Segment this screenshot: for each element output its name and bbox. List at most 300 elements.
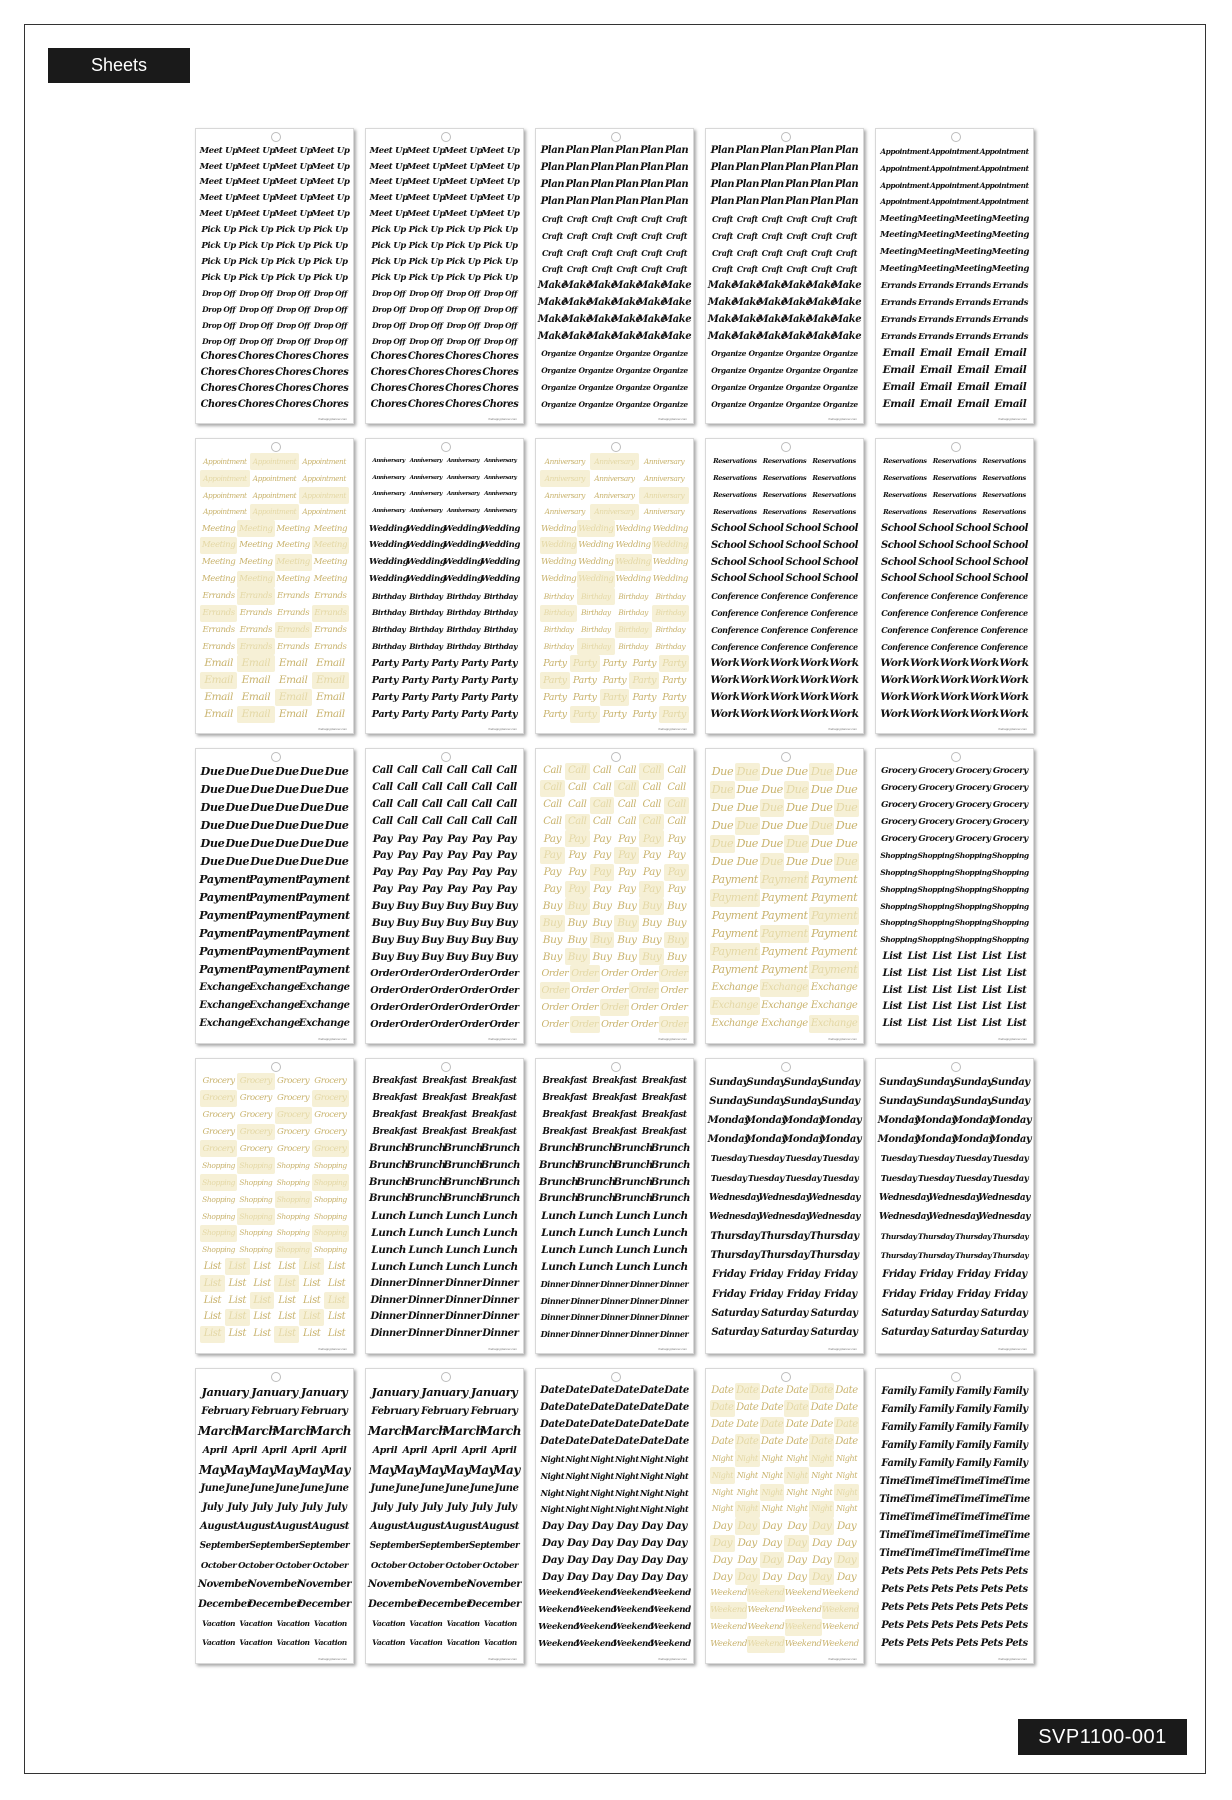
sticker-sheet [195, 1058, 354, 1354]
word-sticker: Date [664, 1385, 689, 1397]
word-sticker: Time [1003, 1530, 1030, 1541]
word-sticker: List [1006, 950, 1027, 962]
word-sticker: Family [993, 1440, 1028, 1451]
word-sticker: Email [994, 347, 1027, 360]
word-sticker: Night [590, 1470, 614, 1481]
word-sticker: Reservations [812, 457, 856, 466]
word-sticker: Plan [590, 179, 614, 191]
word-sticker: Shopping [313, 1211, 347, 1221]
word-sticker: Reservations [713, 490, 757, 499]
word-sticker: Night [761, 1470, 783, 1480]
word-sticker: Make [757, 280, 787, 292]
word-sticker: Brunch [650, 1142, 690, 1154]
word-sticker: Chores [445, 383, 482, 395]
word-sticker: Sunday [746, 1076, 786, 1088]
word-sticker: Buy [495, 900, 518, 913]
word-sticker: Anniversary [372, 491, 405, 498]
word-sticker: December [417, 1598, 472, 1610]
word-sticker: Meet Up [444, 209, 483, 220]
word-sticker: Errands [202, 624, 235, 635]
word-sticker: Conference [810, 625, 858, 636]
word-sticker: Call [617, 816, 637, 827]
word-sticker: Night [710, 1467, 735, 1484]
word-sticker: Reservations [762, 490, 807, 499]
word-sticker: Craft [736, 213, 758, 224]
word-sticker: Anniversary [446, 508, 480, 515]
word-sticker: Birthday [655, 642, 686, 652]
word-sticker: Dinner [407, 1277, 444, 1289]
word-sticker: Day [784, 1535, 809, 1552]
word-sticker: Conference [810, 591, 858, 602]
word-sticker: Due [324, 818, 349, 833]
word-sticker: Tuesday [955, 1173, 992, 1184]
word-sticker: Pick Up [313, 256, 348, 267]
sticker-sheets-grid [195, 128, 1034, 1664]
sticker-sheet [705, 1058, 864, 1354]
word-sticker: Meet Up [369, 161, 408, 172]
word-sticker: Wedding [369, 523, 409, 534]
word-sticker: Party [572, 691, 597, 703]
word-sticker: Party [632, 657, 657, 669]
word-sticker: Order [601, 967, 628, 979]
sheet-credit: thehappyplanner.com [488, 727, 517, 731]
word-sticker: Meet Up [311, 193, 350, 204]
word-sticker: Buy [421, 950, 443, 963]
word-sticker: Errands [239, 624, 272, 635]
word-sticker: Time [978, 1530, 1006, 1541]
word-sticker: Due [324, 800, 349, 815]
word-sticker: Pay [472, 832, 492, 845]
word-sticker: Payment [199, 872, 251, 887]
word-sticker: Organize [653, 399, 688, 409]
word-sticker: Drop Off [409, 336, 443, 346]
word-sticker: Anniversary [409, 457, 443, 464]
word-sticker: Email [994, 381, 1027, 394]
word-sticker: Day [591, 1570, 613, 1583]
word-sticker: Party [371, 691, 399, 703]
word-sticker: Friday [786, 1288, 820, 1300]
word-sticker: List [932, 1018, 952, 1030]
word-sticker: Drop Off [409, 320, 443, 330]
word-sticker: Due [761, 765, 783, 779]
word-sticker: September [199, 1541, 250, 1552]
word-sticker: Make [537, 280, 568, 292]
word-sticker: Birthday [483, 642, 518, 652]
word-sticker: Vacation [409, 1619, 443, 1629]
word-sticker: Reservations [812, 507, 856, 516]
word-sticker: Order [600, 999, 630, 1016]
word-sticker: Due [225, 782, 250, 797]
word-sticker: April [491, 1444, 517, 1456]
word-sticker: List [303, 1328, 321, 1340]
word-sticker: Party [662, 674, 686, 686]
word-sticker: Chores [407, 351, 444, 363]
word-sticker: Pets [1005, 1620, 1028, 1631]
word-sticker: Errands [955, 297, 991, 308]
word-sticker: Wedding [541, 557, 577, 568]
word-sticker: Tuesday [992, 1154, 1029, 1165]
word-sticker: Date [564, 1402, 590, 1414]
word-sticker: Plan [615, 179, 639, 191]
word-sticker: Party [543, 691, 567, 703]
word-sticker: Tuesday [785, 1173, 822, 1184]
word-sticker: Monday [744, 1115, 787, 1127]
word-sticker: Grocery [955, 799, 991, 810]
word-sticker: Due [299, 764, 324, 779]
word-sticker: Make [612, 330, 642, 342]
word-sticker: Party [490, 691, 518, 703]
word-sticker: Time [978, 1548, 1006, 1559]
sheet-credit: thehappyplanner.com [828, 1037, 857, 1041]
word-sticker: Day [712, 1553, 733, 1566]
word-sticker: Party [431, 691, 458, 703]
word-sticker: Wedding [578, 540, 614, 551]
word-sticker: Shopping [276, 1211, 310, 1221]
word-sticker: Weekend [650, 1588, 691, 1599]
word-sticker: Reservations [982, 457, 1026, 466]
word-sticker: Grocery [202, 1109, 235, 1120]
word-sticker: Make [661, 314, 692, 326]
word-sticker: Tuesday [785, 1154, 822, 1165]
word-sticker: Meet Up [311, 177, 350, 188]
word-sticker: Pay [397, 866, 417, 879]
word-sticker: Night [639, 1487, 664, 1498]
word-sticker: Make [831, 314, 862, 326]
word-sticker: Organize [541, 365, 576, 375]
word-sticker: Date [809, 1383, 834, 1400]
word-sticker: Meeting [276, 540, 310, 551]
sticker-list [877, 1073, 1032, 1343]
word-sticker: Make [537, 330, 568, 342]
word-sticker: Pets [1005, 1584, 1028, 1595]
word-sticker: Sunday [879, 1076, 918, 1088]
word-sticker: Meet Up [199, 209, 238, 220]
word-sticker: Plan [664, 196, 689, 207]
word-sticker: Grocery [955, 816, 991, 827]
word-sticker: Plan [760, 145, 784, 157]
word-sticker: Order [601, 1018, 628, 1030]
word-sticker: Brunch [480, 1193, 520, 1205]
hang-hole [781, 132, 791, 142]
word-sticker: Email [316, 657, 345, 670]
word-sticker: Brunch [406, 1193, 446, 1205]
word-sticker: Call [565, 814, 590, 831]
hang-hole [271, 1372, 281, 1382]
word-sticker: Organize [748, 399, 784, 409]
word-sticker: Craft [541, 247, 563, 258]
word-sticker: Work [939, 708, 970, 721]
word-sticker: Payment [298, 962, 350, 977]
word-sticker: List [907, 984, 927, 996]
word-sticker: Due [735, 817, 760, 835]
word-sticker: Weekend [821, 1588, 859, 1599]
word-sticker: Breakfast [471, 1126, 517, 1137]
word-sticker: Brunch [406, 1142, 446, 1154]
word-sticker: Work [829, 691, 859, 704]
word-sticker: Dinner [407, 1328, 444, 1340]
word-sticker: August [200, 1521, 238, 1533]
word-sticker: Order [630, 1018, 658, 1030]
word-sticker: List [299, 1258, 324, 1275]
word-sticker: Call [617, 799, 637, 811]
word-sticker: Weekend [575, 1639, 617, 1650]
word-sticker: Meet Up [311, 145, 350, 156]
word-sticker: Sunday [916, 1076, 956, 1088]
word-sticker: Time [903, 1512, 931, 1523]
word-sticker: Party [540, 672, 570, 689]
word-sticker: Email [957, 381, 990, 394]
word-sticker: List [303, 1277, 321, 1289]
word-sticker: Buy [642, 916, 662, 929]
word-sticker: Grocery [992, 766, 1028, 777]
word-sticker: Date [564, 1419, 590, 1431]
word-sticker: School [822, 522, 859, 534]
word-sticker: Work [910, 708, 940, 721]
word-sticker: Meeting [880, 230, 918, 241]
sheet-credit: thehappyplanner.com [318, 417, 347, 421]
sticker-sheet [195, 1368, 354, 1664]
word-sticker: Pick Up [201, 272, 236, 283]
word-sticker: Order [571, 1001, 599, 1013]
word-sticker: Weekend [785, 1619, 822, 1636]
word-sticker: Meet Up [444, 193, 483, 204]
word-sticker: Plan [540, 196, 565, 207]
word-sticker: Payment [811, 927, 858, 941]
word-sticker: Anniversary [544, 456, 585, 466]
word-sticker: Brunch [480, 1159, 520, 1171]
word-sticker: Craft [761, 247, 783, 258]
word-sticker: Organize [615, 382, 651, 392]
word-sticker: Date [710, 1400, 735, 1417]
word-sticker: Dinner [370, 1328, 407, 1340]
word-sticker: Exchange [711, 1018, 759, 1029]
word-sticker: Due [784, 835, 809, 853]
word-sticker: Dinner [407, 1311, 444, 1323]
word-sticker: July [372, 1502, 393, 1514]
word-sticker: School [748, 573, 784, 585]
word-sticker: Pets [881, 1566, 904, 1577]
word-sticker: Call [592, 816, 612, 827]
hang-hole [951, 132, 961, 142]
sheet-credit: thehappyplanner.com [658, 1657, 687, 1661]
word-sticker: Wednesday [808, 1192, 860, 1203]
word-sticker: Time [928, 1512, 956, 1523]
sticker-sheet [875, 438, 1034, 734]
word-sticker: Anniversary [372, 508, 405, 515]
word-sticker: Night [639, 1453, 664, 1464]
word-sticker: List [203, 1260, 222, 1272]
word-sticker: Call [397, 816, 418, 827]
word-sticker: June [225, 1482, 250, 1494]
word-sticker: Pets [906, 1602, 929, 1613]
word-sticker: Email [957, 347, 990, 360]
word-sticker: Thursday [880, 1251, 917, 1261]
word-sticker: Buy [639, 898, 664, 915]
word-sticker: List [932, 1001, 952, 1013]
word-sticker: Brunch [650, 1193, 690, 1205]
word-sticker: Drop Off [372, 320, 406, 330]
word-sticker: Dinner [540, 1312, 570, 1323]
word-sticker: Party [543, 708, 567, 720]
word-sticker: Drop Off [483, 336, 517, 346]
word-sticker: Organize [711, 399, 746, 409]
word-sticker: Exchange [710, 997, 760, 1015]
word-sticker: Grocery [992, 833, 1028, 844]
word-sticker: Shopping [880, 901, 917, 911]
word-sticker: Reservations [762, 507, 807, 516]
word-sticker: Make [732, 314, 762, 326]
word-sticker: Wedding [577, 571, 614, 588]
word-sticker: Buy [471, 950, 493, 963]
word-sticker: Due [810, 837, 833, 851]
word-sticker: Tuesday [747, 1173, 784, 1184]
word-sticker: Drop Off [239, 320, 273, 330]
word-sticker: Shopping [917, 884, 955, 894]
word-sticker: Pets [955, 1638, 979, 1649]
word-sticker: Pay [422, 866, 442, 879]
word-sticker: Due [299, 800, 324, 815]
word-sticker: School [918, 539, 954, 551]
word-sticker: Vacation [446, 1638, 480, 1648]
word-sticker: Email [204, 657, 233, 670]
word-sticker: Exchange [298, 982, 350, 993]
word-sticker: March [235, 1424, 277, 1439]
word-sticker: Wedding [406, 574, 446, 585]
word-sticker: Sunday [821, 1076, 860, 1088]
word-sticker: Date [711, 1436, 734, 1447]
word-sticker: Pay [372, 832, 393, 845]
word-sticker: Dinner [659, 1295, 689, 1306]
word-sticker: Reservations [883, 507, 927, 516]
word-sticker: Buy [617, 933, 637, 946]
word-sticker: Night [664, 1487, 689, 1498]
word-sticker: Dinner [445, 1294, 482, 1306]
word-sticker: Email [275, 689, 312, 706]
word-sticker: Sunday [783, 1076, 823, 1088]
word-sticker: List [981, 967, 1002, 979]
word-sticker: Chores [275, 367, 312, 379]
word-sticker: Sunday [953, 1095, 993, 1107]
word-sticker: Call [372, 799, 393, 811]
word-sticker: March [272, 1424, 314, 1439]
word-sticker: Night [735, 1450, 760, 1467]
word-sticker: Day [809, 1568, 834, 1585]
word-sticker: Lunch [615, 1226, 651, 1239]
word-sticker: Dinner [370, 1277, 407, 1289]
word-sticker: Craft [541, 264, 563, 275]
word-sticker: Drop Off [202, 336, 236, 346]
word-sticker: Craft [641, 247, 663, 258]
word-sticker: October [312, 1560, 349, 1571]
word-sticker: Grocery [918, 766, 954, 777]
word-sticker: Pick Up [238, 256, 274, 267]
word-sticker: Shopping [917, 918, 955, 928]
word-sticker: Lunch [615, 1260, 651, 1273]
word-sticker: Time [903, 1548, 931, 1559]
sticker-sheet [195, 128, 354, 424]
word-sticker: Due [736, 783, 759, 797]
hang-hole [951, 1062, 961, 1072]
word-sticker: Pick Up [445, 272, 481, 283]
word-sticker: Make [637, 314, 667, 326]
word-sticker: June [444, 1482, 469, 1494]
word-sticker: Birthday [446, 591, 480, 601]
word-sticker: Night [761, 1504, 783, 1514]
word-sticker: Organize [578, 382, 614, 392]
word-sticker: Anniversary [639, 487, 689, 504]
word-sticker: List [932, 950, 952, 962]
word-sticker: Conference [810, 608, 858, 619]
word-sticker: Grocery [881, 816, 917, 827]
word-sticker: School [785, 556, 821, 568]
word-sticker: Call [592, 782, 612, 794]
word-sticker: Meet Up [369, 193, 408, 204]
word-sticker: Day [616, 1536, 638, 1549]
word-sticker: School [992, 522, 1029, 534]
word-sticker: Lunch [371, 1243, 406, 1256]
word-sticker: Meeting [313, 557, 348, 568]
word-sticker: List [981, 1018, 1002, 1030]
word-sticker: Email [882, 398, 915, 411]
word-sticker: Chores [237, 383, 274, 395]
word-sticker: Email [200, 672, 237, 689]
word-sticker: Buy [421, 900, 443, 913]
word-sticker: Craft [641, 264, 663, 275]
word-sticker: Dinner [570, 1295, 599, 1306]
word-sticker: Due [225, 818, 250, 833]
word-sticker: Sunday [746, 1095, 786, 1107]
word-sticker: Grocery [200, 1090, 237, 1107]
word-sticker: Time [953, 1494, 981, 1505]
word-sticker: Craft [616, 247, 638, 258]
word-sticker: July [496, 1502, 517, 1514]
word-sticker: School [955, 556, 991, 568]
word-sticker: Errands [312, 605, 349, 622]
word-sticker: May [369, 1462, 396, 1477]
word-sticker: List [253, 1277, 271, 1289]
sheet-credit: thehappyplanner.com [998, 727, 1027, 731]
word-sticker: Due [275, 818, 299, 833]
word-sticker: Due [835, 837, 858, 851]
word-sticker: Make [661, 280, 692, 292]
word-sticker: Night [836, 1504, 858, 1514]
word-sticker: Work [880, 691, 910, 704]
sheet-credit: thehappyplanner.com [998, 417, 1027, 421]
sticker-list [710, 1383, 859, 1653]
word-sticker: Thursday [992, 1232, 1029, 1241]
word-sticker: Saturday [931, 1307, 978, 1319]
word-sticker: July [397, 1502, 418, 1514]
word-sticker: Conference [980, 608, 1028, 619]
word-sticker: Brunch [613, 1159, 653, 1171]
word-sticker: November [367, 1579, 422, 1591]
word-sticker: Pets [955, 1566, 979, 1577]
word-sticker: Time [879, 1512, 906, 1523]
word-sticker: Order [459, 967, 489, 979]
word-sticker: Pay [447, 832, 467, 845]
word-sticker: Day [566, 1520, 588, 1533]
word-sticker: Friday [749, 1288, 783, 1300]
word-sticker: Meeting [275, 554, 312, 571]
word-sticker: Date [540, 1419, 565, 1431]
word-sticker: Exchange [249, 982, 300, 993]
word-sticker: List [250, 1292, 275, 1309]
word-sticker: Day [762, 1520, 782, 1533]
word-sticker: Pick Up [238, 225, 274, 236]
word-sticker: Date [589, 1436, 615, 1447]
word-sticker: Party [600, 689, 630, 706]
word-sticker: Payment [298, 890, 350, 905]
